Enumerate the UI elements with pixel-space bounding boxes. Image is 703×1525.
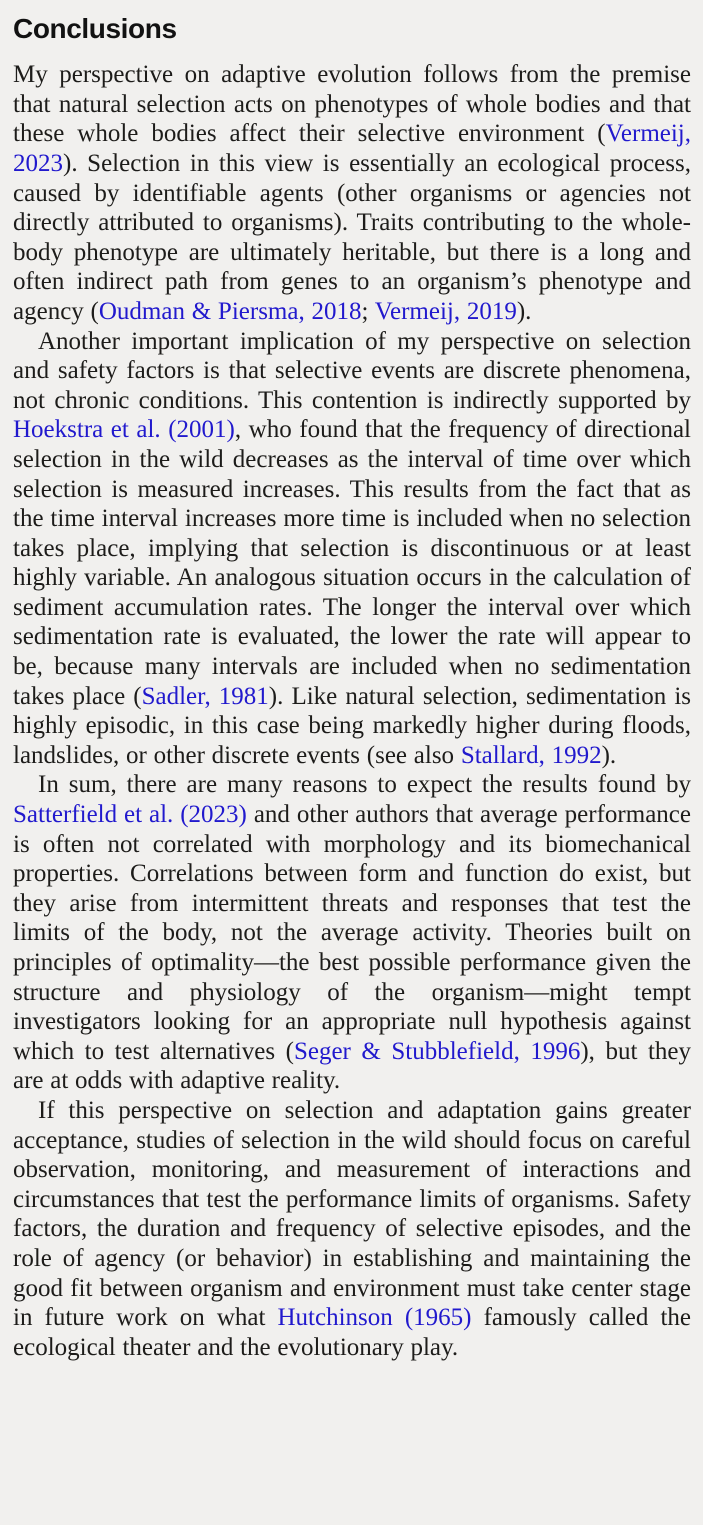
paragraph (13, 327, 691, 771)
citation-link[interactable]: Vermeij, 2019 (374, 297, 517, 325)
paragraph (13, 1096, 691, 1362)
citation-link[interactable]: Stallard, 1992 (460, 741, 602, 769)
body-text: ). (516, 297, 532, 325)
citation-link[interactable]: Vermeij, 2023 (13, 120, 691, 177)
section-heading: Conclusions (13, 13, 177, 44)
body-text: ; (361, 297, 375, 325)
citation-link[interactable]: Oudman & Piersma, 2018 (98, 297, 362, 325)
body-text: If this perspective on selection and adaptation gains greater acceptance, studies of selection in the wild should focus on careful observation, monitoring, and measurement of interactions and circumstances that test the performance limits of organisms. Safety factors, the duration and frequency of selective episodes, and the role of agency (or behavior) in establishing and maintaining the good fit between organism and environment must take center stage in future work on what (13, 1096, 691, 1332)
body-text: famously called the ecological theater and the evolutionary play. (13, 1304, 691, 1361)
citation-link[interactable]: Hoekstra et al. (2001) (13, 416, 235, 444)
body-text: and other authors that average performance is often not correlated with morphology and its biomechanical properties. Correlations between form and function do exist, but they arise from intermittent threats and responses that test the limits of the body, not the average activity. Theories built on principles of optimality—the best possible performance given the structure and physiology of the organism—might tempt investigators looking for an appropriate null hypothesis against which to test alternatives ( (13, 801, 691, 1065)
paragraph (13, 770, 691, 1096)
body-text: , who found that the frequency of directional selection in the wild decreases as the interval of time over which selection is measured increases. This results from the fact that as the time interval increases more time is included when no selection takes place, implying that selection is discontinuous or at least highly variable. An analogous situation occurs in the calculation of sediment accumulation rates. The longer the interval over which sedimentation rate is evaluated, the lower the rate will appear to be, because many intervals are included when no sedimentation takes place ( (13, 416, 692, 710)
body-text: Another important implication of my perspective on selection and safety factors is that selective events are discrete phenomena, not chronic conditions. This contention is indirectly supported by (13, 327, 691, 414)
citation-link[interactable]: Seger & Stubblefield, 1996 (293, 1037, 581, 1065)
body-text: ). (601, 741, 617, 769)
citation-link[interactable]: Sadler, 1981 (141, 682, 269, 710)
citation-link[interactable]: Hutchinson (1965) (277, 1304, 472, 1332)
paragraph (13, 60, 691, 326)
body-text: My perspective on adaptive evolution follows from the premise that natural selection acts on phenotypes of whole bodies and that these whole bodies affect their selective environment ( (13, 61, 691, 148)
body-text: ). Selection in this view is essentially an ecological process, caused by identifiable agents (other organisms or agencies not directly attributed to organisms). Traits contributing to the whole-body phenotype are ultimately heritable, but there is a long and often indirect path from genes to an organism’s phenotype and agency ( (13, 149, 691, 325)
citation-link[interactable]: Satterfield et al. (2023) (13, 801, 247, 829)
body-text: In sum, there are many reasons to expect the results found by (38, 771, 691, 799)
body-text: ). Like natural selection, sedimentation is highly episodic, in this case being markedly higher during floods, landslides, or other discrete events (see also (13, 682, 692, 769)
body-text: ), but they are at odds with adaptive reality. (13, 1037, 691, 1095)
article-body (13, 60, 691, 1362)
